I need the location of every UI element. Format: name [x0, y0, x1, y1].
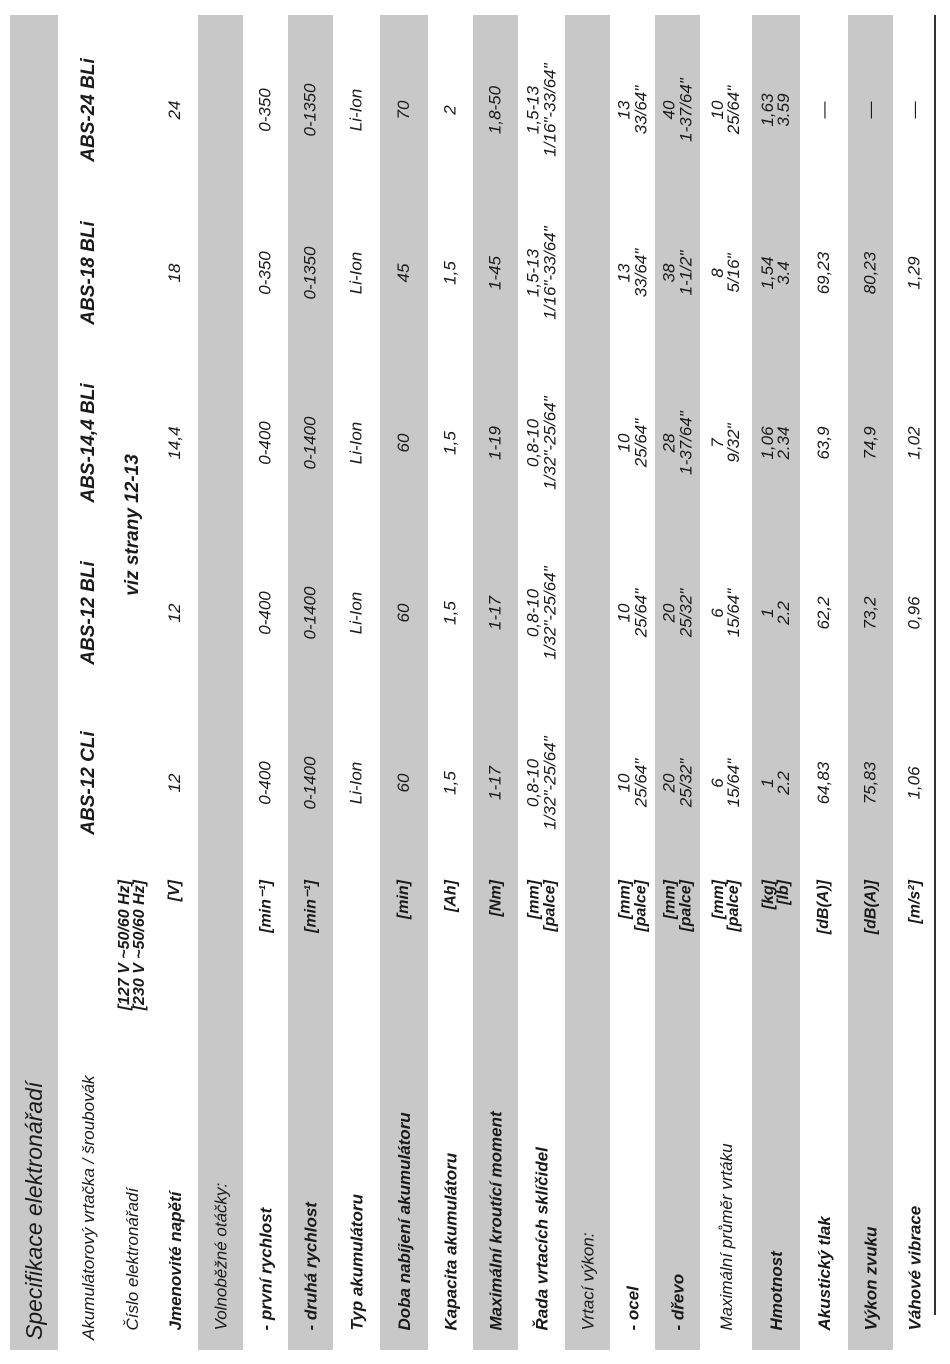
row-label: Řada vrtacích sklíčidel: [532, 1146, 551, 1330]
cell-value: 40 1-37/64": [659, 78, 695, 142]
row-unit: [m/s²]: [905, 880, 923, 924]
cell-value: 13 33/64": [614, 85, 650, 135]
cell-value: 1-19: [485, 425, 505, 460]
cell-value: 1-17: [485, 595, 505, 630]
row-unit: [mm] [palce]: [709, 880, 742, 932]
cell-value: 60: [393, 433, 413, 452]
row-label: Hmotnost: [766, 1250, 786, 1330]
row-unit: [mm] [palce]: [661, 880, 694, 932]
cell-value: —: [904, 101, 924, 119]
model-header: ABS-12 CLi: [77, 730, 99, 835]
cell-value: 10 25/64": [614, 588, 650, 637]
cell-value: 1,29: [904, 255, 924, 290]
cell-value: 73,2: [860, 595, 880, 630]
row-unit: [min⁻¹]: [256, 880, 274, 933]
cell-value: 1,54 3.4: [757, 255, 793, 290]
cell-value: 1-17: [485, 765, 505, 800]
cell-value: 0-1400: [300, 756, 320, 809]
cell-value: 13 33/64": [614, 248, 650, 297]
cell-value: 6 15/64": [707, 588, 743, 637]
cell-value: 2: [440, 105, 460, 115]
cell-value: 0,8-10 1/32"-25/64": [523, 735, 559, 830]
model-header: ABS-24 BLi: [77, 58, 99, 162]
cell-value: 0-1400: [300, 416, 320, 469]
row-label: Váhové vibrace: [905, 1205, 924, 1330]
row-label: Doba nabíjení akumulátoru: [394, 1111, 414, 1330]
cell-value: 1,5-13 1/16"-33/64": [523, 63, 559, 157]
cell-value: Li-Ion: [346, 591, 366, 634]
row-unit: [min]: [395, 880, 413, 920]
row-label: Kapacita akumulátoru: [441, 1152, 460, 1330]
cell-value: 0,8-10 1/32"-25/64": [523, 565, 559, 660]
cell-value: 0-1350: [300, 83, 320, 137]
cell-value: 0,96: [904, 595, 924, 630]
cell-value: 0-400: [255, 590, 275, 635]
cell-value: 1,5: [440, 770, 460, 795]
cell-value: 0-1350: [300, 246, 320, 299]
row-label: Jmenovité napětí: [165, 1191, 185, 1330]
cell-value: 1,5: [440, 260, 460, 285]
cell-value: 10 25/64": [614, 418, 650, 467]
cell-value: 28 1-37/64": [659, 410, 695, 475]
row-label: Maximální kroutící moment: [486, 1110, 505, 1330]
cell-value: Li-Ion: [346, 88, 366, 132]
row-label: Vrtací výkon:: [578, 1232, 597, 1330]
cell-value: 1 2.2: [757, 770, 793, 795]
cell-value: 69,23: [813, 251, 833, 294]
row-label: Číslo elektronářadí: [122, 1187, 142, 1330]
cell-value: 1 2.2: [757, 600, 793, 625]
row-unit: [127 V ~50/60 Hz] [230 V ~50/60 Hz]: [115, 880, 148, 1011]
row-unit: [Ah]: [441, 880, 459, 912]
cell-value: 0-400: [255, 760, 275, 805]
cell-value: 1,02: [904, 425, 924, 460]
cell-value: 12: [164, 773, 184, 792]
row-unit: [dB(A)]: [815, 880, 833, 935]
cell-value: 60: [393, 603, 413, 622]
cell-value: 1-45: [485, 255, 505, 290]
cell-value: 1,5: [440, 600, 460, 625]
row-label: - druhá rychlost: [301, 1201, 320, 1330]
cell-value: 20 25/32": [659, 758, 695, 807]
cell-value: 74,9: [860, 425, 880, 460]
cell-value: 0-350: [255, 88, 275, 132]
row-label: - první rychlost: [256, 1207, 275, 1330]
model-header: ABS-14,4 BLi: [77, 382, 99, 503]
row-unit: [V]: [166, 880, 184, 902]
row-unit: [mm] [palce]: [525, 880, 558, 932]
cell-value: 10 25/64": [707, 85, 743, 135]
row-unit: [dB(A)]: [861, 880, 879, 935]
row-unit: [mm] [palce]: [616, 880, 649, 932]
cell-value: 38 1-1/2": [659, 250, 695, 295]
cell-value: 1,5: [440, 430, 460, 455]
cell-value: 8 5/16": [707, 252, 743, 293]
page-title: Specifikace elektronářadí: [20, 1081, 47, 1340]
row-label: Volnoběžné otáčky:: [211, 1182, 230, 1330]
cell-value: Li-Ion: [346, 421, 366, 464]
merged-value: viz strany 12-13: [121, 454, 143, 596]
row-label: Výkon zvuku: [861, 1226, 880, 1330]
cell-value: 0-350: [255, 250, 275, 295]
product-line: Akumulátorový vrtačka / šroubovák: [78, 1075, 98, 1340]
model-header: ABS-18 BLi: [77, 220, 99, 325]
row-unit: [Nm]: [486, 880, 504, 917]
cell-value: 10 25/64": [614, 758, 650, 807]
cell-value: 24: [164, 100, 184, 120]
cell-value: 14,4: [164, 425, 184, 460]
row-unit: [min⁻¹]: [301, 880, 319, 933]
cell-value: 80,23: [860, 251, 880, 294]
cell-value: —: [860, 101, 880, 119]
cell-value: 1,06: [904, 765, 924, 800]
cell-value: 70: [393, 100, 413, 120]
cell-value: 75,83: [860, 761, 880, 804]
row-unit: [kg] [lb]: [759, 880, 792, 910]
cell-value: 0-1400: [300, 586, 320, 639]
cell-value: 12: [164, 603, 184, 622]
cell-value: 18: [164, 263, 184, 282]
cell-value: 20 25/32": [659, 588, 695, 637]
row-label: Maximální průměr vrtáku: [716, 1142, 736, 1330]
cell-value: 45: [393, 263, 413, 282]
cell-value: 1,8-50: [485, 85, 505, 135]
row-label: - dřevo: [668, 1273, 687, 1330]
row-label: - ocel: [623, 1285, 642, 1330]
cell-value: Li-Ion: [346, 761, 366, 804]
cell-value: 0-400: [255, 420, 275, 465]
cell-value: 1,06 2.34: [757, 425, 793, 460]
bottom-rule: [934, 15, 936, 1315]
cell-value: 6 15/64": [707, 758, 743, 807]
cell-value: 64,83: [813, 761, 833, 804]
cell-value: 1,63 3.59: [757, 93, 793, 127]
cell-value: 63,9: [813, 425, 833, 460]
row-label: Akustický tlak: [814, 1215, 834, 1330]
cell-value: 0,8-10 1/32"-25/64": [523, 395, 559, 490]
cell-value: Li-Ion: [346, 251, 366, 294]
cell-value: —: [813, 101, 833, 119]
cell-value: 60: [393, 773, 413, 792]
model-header: ABS-12 BLi: [77, 560, 99, 665]
cell-value: 1,5-13 1/16"-33/64": [523, 225, 559, 320]
cell-value: 7 9/32": [707, 422, 743, 463]
cell-value: 62,2: [813, 595, 833, 630]
row-label: Typ akumulátoru: [347, 1193, 366, 1330]
